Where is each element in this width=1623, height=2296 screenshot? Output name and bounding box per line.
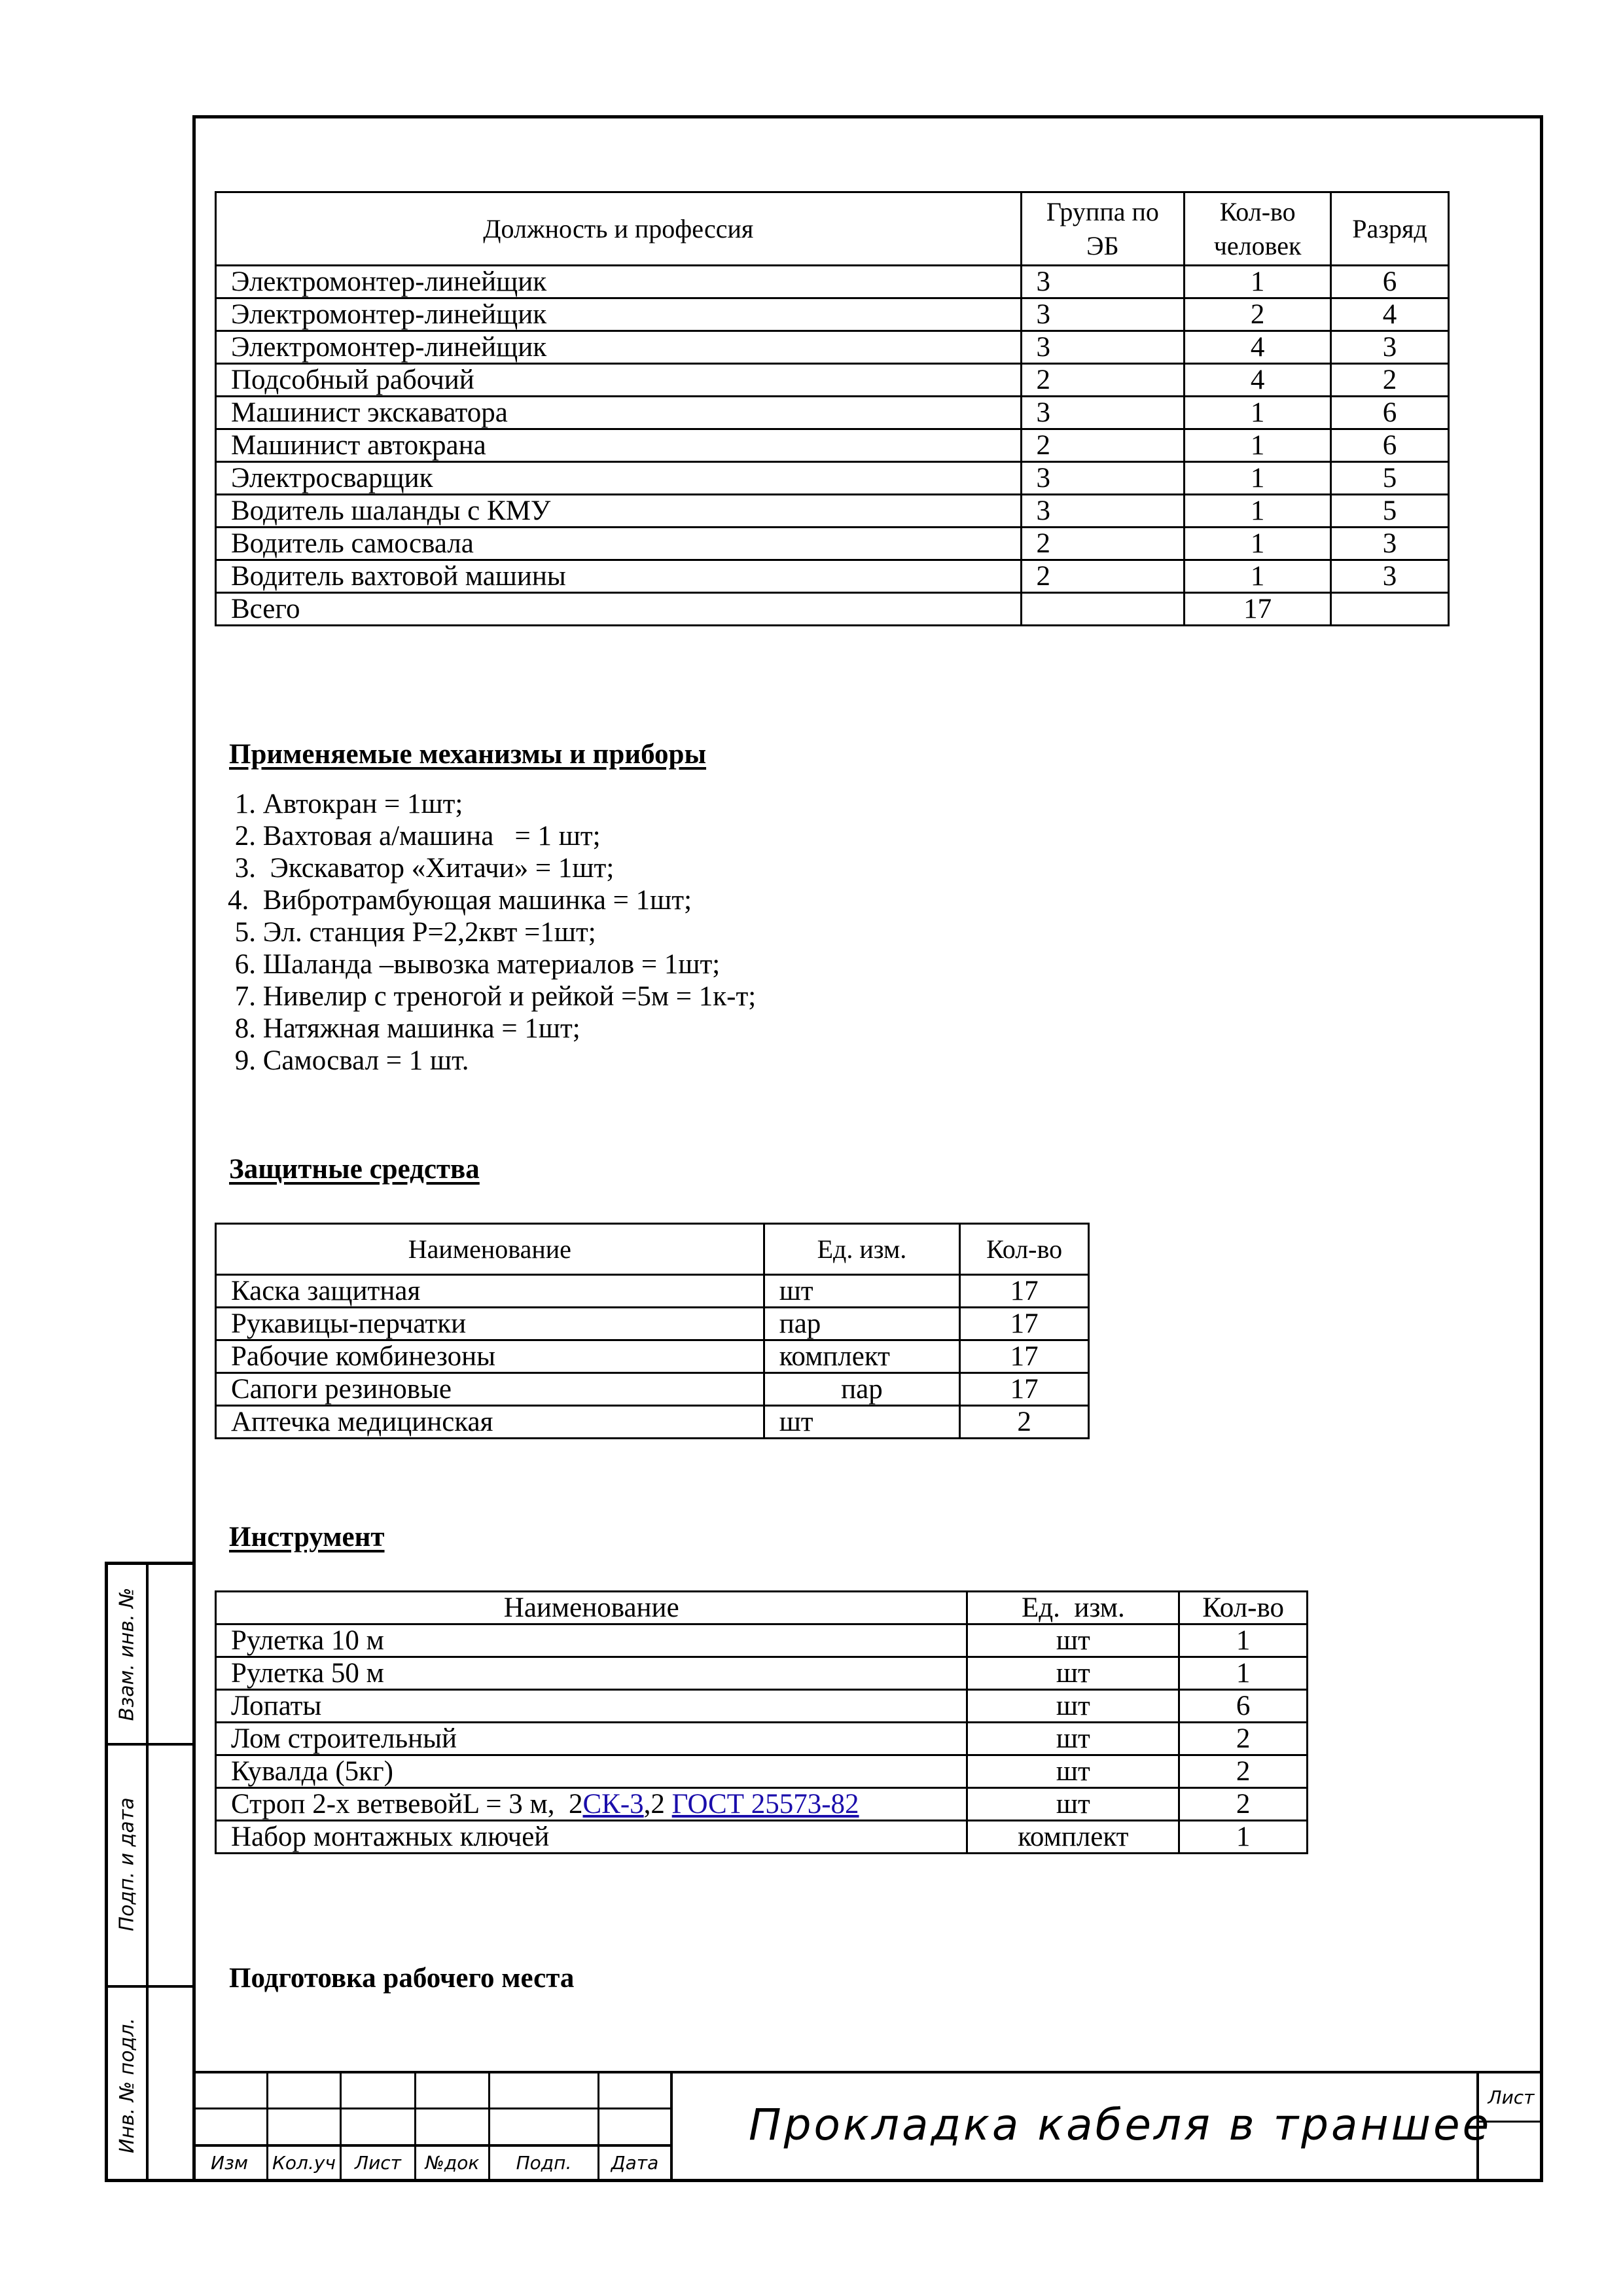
cell-count: 1 bbox=[1185, 397, 1331, 429]
cell-name: Аптечка медицинская bbox=[216, 1406, 764, 1439]
cell-count: 1 bbox=[1185, 560, 1331, 593]
cell-name: Рулетка 10 м bbox=[216, 1624, 967, 1657]
cell-count: 1 bbox=[1185, 266, 1331, 298]
cell-grade: 2 bbox=[1331, 364, 1449, 397]
cell-unit: шт bbox=[967, 1788, 1179, 1821]
tb-col-koluch: Кол.уч bbox=[272, 2152, 336, 2174]
cell-count: 4 bbox=[1185, 364, 1331, 397]
header-unit: Ед. изм. bbox=[967, 1592, 1179, 1624]
cell-grade: 3 bbox=[1331, 528, 1449, 560]
cell-name: Рукавицы-перчатки bbox=[216, 1308, 764, 1340]
cell-group: 3 bbox=[1021, 495, 1185, 528]
cell-qty: 1 bbox=[1179, 1821, 1308, 1854]
cell-name: Лопаты bbox=[216, 1690, 967, 1723]
protective-heading: Защитные средства bbox=[229, 1154, 480, 1185]
cell-qty: 6 bbox=[1179, 1690, 1308, 1723]
cell-group bbox=[1021, 593, 1185, 626]
table-header-row bbox=[216, 1224, 1089, 1275]
cell-unit: пар bbox=[764, 1373, 960, 1406]
table-header-row bbox=[216, 192, 1449, 266]
cell-count: 1 bbox=[1185, 528, 1331, 560]
gost-link[interactable]: ГОСТ 25573-82 bbox=[671, 1789, 859, 1820]
tools-heading: Инструмент bbox=[229, 1522, 385, 1552]
sling-standard-link[interactable]: СК-3 bbox=[582, 1789, 644, 1820]
table-header-row bbox=[216, 1592, 1308, 1624]
list-item: 2. Вахтовая а/машина = 1 шт; bbox=[228, 821, 601, 852]
tb-col-list: Лист bbox=[355, 2152, 401, 2174]
cell-unit: шт bbox=[967, 1624, 1179, 1657]
table-row bbox=[216, 1308, 1089, 1340]
list-item: 9. Самосвал = 1 шт. bbox=[228, 1045, 469, 1076]
table-row bbox=[216, 1373, 1089, 1406]
cell-position: Подсобный рабочий bbox=[216, 364, 1022, 397]
header-grade: Разряд bbox=[1331, 192, 1449, 266]
cell-group: 2 bbox=[1021, 528, 1185, 560]
cell-count: 1 bbox=[1185, 429, 1331, 462]
cell-name: Рулетка 50 м bbox=[216, 1657, 967, 1690]
cell-count: 1 bbox=[1185, 462, 1331, 495]
header-name: Наименование bbox=[216, 1224, 764, 1275]
cell-unit: шт bbox=[967, 1690, 1179, 1723]
table-row bbox=[216, 560, 1449, 593]
cell-qty: 1 bbox=[1179, 1624, 1308, 1657]
side-stamp-strip bbox=[105, 1562, 192, 2182]
cell-position: Водитель самосвала bbox=[216, 528, 1022, 560]
tb-line bbox=[192, 2071, 1543, 2073]
cell-position: Электромонтер-линейщик bbox=[216, 266, 1022, 298]
table-row bbox=[216, 1340, 1089, 1373]
cell-position: Электромонтер-линейщик bbox=[216, 331, 1022, 364]
cell-grade bbox=[1331, 593, 1449, 626]
header-count: Кол-во человек bbox=[1185, 192, 1331, 266]
cell-qty: 17 bbox=[960, 1275, 1089, 1308]
cell-position: Машинист автокрана bbox=[216, 429, 1022, 462]
header-position: Должность и профессия bbox=[216, 192, 1022, 266]
label-vzam: Взам. инв. № bbox=[115, 1587, 139, 1721]
table-row bbox=[216, 462, 1449, 495]
cell-position: Всего bbox=[216, 593, 1022, 626]
cell-count: 1 bbox=[1185, 495, 1331, 528]
table-row bbox=[216, 528, 1449, 560]
cell-grade: 6 bbox=[1331, 266, 1449, 298]
cell-group: 2 bbox=[1021, 560, 1185, 593]
table-row bbox=[216, 331, 1449, 364]
cell-qty: 2 bbox=[1179, 1755, 1308, 1788]
strip-divider bbox=[146, 1565, 149, 2179]
cell-qty: 2 bbox=[960, 1406, 1089, 1439]
label-inv: Инв. № подл. bbox=[115, 2017, 139, 2153]
cell-group: 3 bbox=[1021, 462, 1185, 495]
cell-name: Каска защитная bbox=[216, 1275, 764, 1308]
label-podp: Подп. и дата bbox=[115, 1797, 139, 1931]
sling-separator: ,2 bbox=[643, 1789, 672, 1820]
document-title: Прокладка кабеля в траншее bbox=[749, 2100, 1492, 2150]
cell-unit: комплект bbox=[764, 1340, 960, 1373]
tools-table bbox=[215, 1590, 1308, 1854]
list-item: 5. Эл. станция Р=2,2квт =1шт; bbox=[228, 917, 596, 948]
cell-grade: 3 bbox=[1331, 560, 1449, 593]
cell-unit: шт bbox=[967, 1657, 1179, 1690]
tb-col-ndok: №док bbox=[425, 2152, 480, 2174]
table-row bbox=[216, 1755, 1308, 1788]
table-row bbox=[216, 495, 1449, 528]
cell-grade: 5 bbox=[1331, 495, 1449, 528]
list-item: 8. Натяжная машинка = 1шт; bbox=[228, 1013, 580, 1044]
cell-unit: комплект bbox=[967, 1821, 1179, 1854]
tb-line bbox=[670, 2071, 673, 2182]
header-qty: Кол-во bbox=[960, 1224, 1089, 1275]
cell-name: Сапоги резиновые bbox=[216, 1373, 764, 1406]
header-qty: Кол-во bbox=[1179, 1592, 1308, 1624]
tb-col-izm: Изм bbox=[211, 2152, 248, 2174]
title-block bbox=[192, 2071, 1543, 2182]
cell-qty: 1 bbox=[1179, 1657, 1308, 1690]
list-item: 3. Экскаватор «Хитачи» = 1шт; bbox=[228, 853, 615, 884]
tb-sheet-label: Лист bbox=[1488, 2087, 1535, 2108]
cell-qty: 17 bbox=[960, 1308, 1089, 1340]
cell-group: 3 bbox=[1021, 298, 1185, 331]
mechanisms-list bbox=[228, 788, 756, 1077]
cell-group: 2 bbox=[1021, 364, 1185, 397]
cell-name: Набор монтажных ключей bbox=[216, 1821, 967, 1854]
cell-name: Рабочие комбинезоны bbox=[216, 1340, 764, 1373]
cell-unit: пар bbox=[764, 1308, 960, 1340]
table-row bbox=[216, 266, 1449, 298]
mechanisms-heading: Применяемые механизмы и приборы bbox=[229, 739, 707, 770]
cell-unit: шт bbox=[764, 1406, 960, 1439]
cell-group: 2 bbox=[1021, 429, 1185, 462]
table-row bbox=[216, 364, 1449, 397]
table-row bbox=[216, 429, 1449, 462]
workplace-heading: Подготовка рабочего места bbox=[229, 1963, 575, 1994]
cell-unit: шт bbox=[764, 1275, 960, 1308]
table-row bbox=[216, 1690, 1308, 1723]
table-row bbox=[216, 397, 1449, 429]
cell-unit: шт bbox=[967, 1723, 1179, 1755]
table-total-row bbox=[216, 593, 1449, 626]
sling-text: Строп 2-х ветвевойL = 3 м, 2 bbox=[231, 1789, 583, 1820]
cell-grade: 6 bbox=[1331, 397, 1449, 429]
cell-qty: 2 bbox=[1179, 1723, 1308, 1755]
table-row bbox=[216, 1788, 1308, 1821]
cell-grade: 3 bbox=[1331, 331, 1449, 364]
cell-position: Водитель шаланды с КМУ bbox=[216, 495, 1022, 528]
table-row bbox=[216, 1275, 1089, 1308]
cell-position: Электромонтер-линейщик bbox=[216, 298, 1022, 331]
list-item: 4. Вибротрамбующая машинка = 1шт; bbox=[228, 885, 692, 916]
table-row bbox=[216, 298, 1449, 331]
list-item: 7. Нивелир с треногой и рейкой =5м = 1к-т; bbox=[228, 981, 757, 1012]
cell-group: 3 bbox=[1021, 331, 1185, 364]
table-row bbox=[216, 1406, 1089, 1439]
tb-col-podp: Подп. bbox=[516, 2152, 572, 2174]
cell-position: Машинист экскаватора bbox=[216, 397, 1022, 429]
cell-count: 17 bbox=[1185, 593, 1331, 626]
cell-qty: 17 bbox=[960, 1340, 1089, 1373]
header-name: Наименование bbox=[216, 1592, 967, 1624]
header-unit: Ед. изм. bbox=[764, 1224, 960, 1275]
table-row bbox=[216, 1657, 1308, 1690]
cell-qty: 17 bbox=[960, 1373, 1089, 1406]
cell-name: Лом строительный bbox=[216, 1723, 967, 1755]
cell-qty: 2 bbox=[1179, 1788, 1308, 1821]
cell-group: 3 bbox=[1021, 397, 1185, 429]
staff-table bbox=[215, 191, 1450, 626]
list-item: 6. Шаланда –вывозка материалов = 1шт; bbox=[228, 949, 721, 980]
list-item: 1. Автокран = 1шт; bbox=[228, 789, 463, 819]
cell-position: Водитель вахтовой машины bbox=[216, 560, 1022, 593]
cell-name: Кувалда (5кг) bbox=[216, 1755, 967, 1788]
table-row bbox=[216, 1723, 1308, 1755]
cell-group: 3 bbox=[1021, 266, 1185, 298]
table-row bbox=[216, 1624, 1308, 1657]
tb-col-data: Дата bbox=[611, 2152, 659, 2174]
cell-unit: шт bbox=[967, 1755, 1179, 1788]
cell-grade: 6 bbox=[1331, 429, 1449, 462]
cell-position: Электросварщик bbox=[216, 462, 1022, 495]
cell-grade: 5 bbox=[1331, 462, 1449, 495]
header-group: Группа по ЭБ bbox=[1021, 192, 1185, 266]
table-row bbox=[216, 1821, 1308, 1854]
cell-count: 2 bbox=[1185, 298, 1331, 331]
protective-table bbox=[215, 1223, 1090, 1439]
cell-count: 4 bbox=[1185, 331, 1331, 364]
cell-name bbox=[216, 1788, 967, 1821]
cell-grade: 4 bbox=[1331, 298, 1449, 331]
